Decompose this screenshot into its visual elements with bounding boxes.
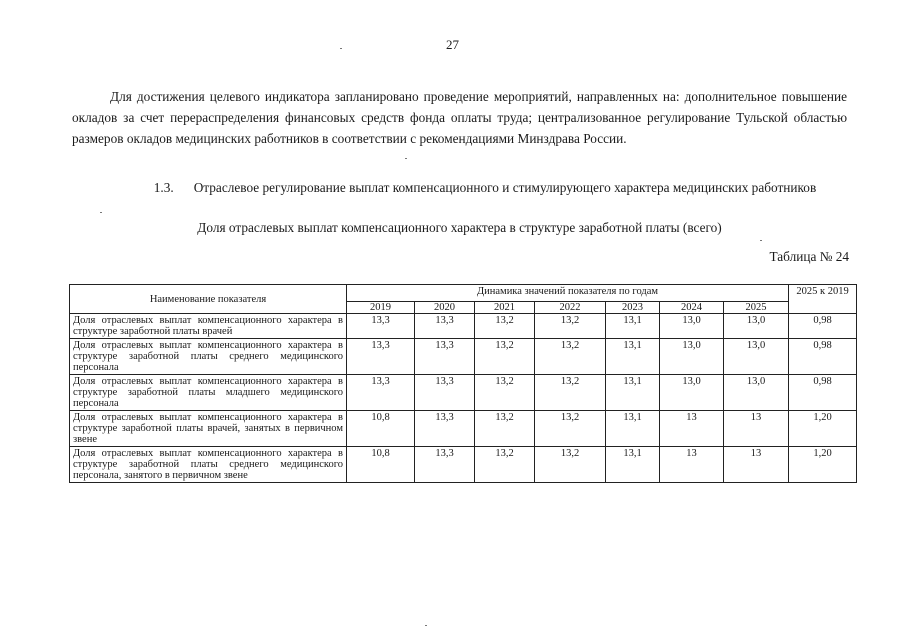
- value-cell: 13,0: [660, 339, 724, 375]
- value-cell: 13,1: [606, 447, 660, 483]
- value-cell: 13,1: [606, 411, 660, 447]
- header-ratio: 2025 к 2019: [789, 285, 857, 314]
- value-cell: 13,3: [415, 411, 475, 447]
- value-cell: 13,1: [606, 375, 660, 411]
- table-header-row: [70, 285, 857, 302]
- value-cell: 13: [660, 411, 724, 447]
- value-cell: 13: [724, 447, 789, 483]
- value-cell: 13,3: [415, 339, 475, 375]
- value-cell: 13,2: [475, 375, 535, 411]
- table-row: [70, 375, 857, 411]
- year-header: 2025: [724, 302, 789, 314]
- value-cell: 13,2: [535, 339, 606, 375]
- header-dynamics: Динамика значений показателя по годам: [347, 285, 789, 302]
- value-cell: 13,0: [660, 314, 724, 339]
- ratio-cell: 1,20: [789, 411, 857, 447]
- year-header: 2021: [475, 302, 535, 314]
- year-header: 2020: [415, 302, 475, 314]
- value-cell: 13,3: [415, 314, 475, 339]
- table-row: [70, 314, 857, 339]
- value-cell: 13,2: [475, 411, 535, 447]
- value-cell: 13,2: [475, 447, 535, 483]
- table-row: [70, 411, 857, 447]
- year-header: 2023: [606, 302, 660, 314]
- value-cell: 13,3: [347, 314, 415, 339]
- value-cell: 13: [724, 411, 789, 447]
- scan-speck: [425, 625, 427, 626]
- table-row: [70, 447, 857, 483]
- value-cell: 13,3: [347, 339, 415, 375]
- section-heading: [140, 178, 830, 198]
- value-cell: 13,1: [606, 339, 660, 375]
- value-cell: 10,8: [347, 447, 415, 483]
- ratio-cell: 0,98: [789, 375, 857, 411]
- value-cell: 13,2: [535, 447, 606, 483]
- year-header: 2019: [347, 302, 415, 314]
- table-subtitle: Доля отраслевых выплат компенсационного характера в структуре заработной платы (всего): [197, 220, 722, 235]
- indicator-name: Доля отраслевых выплат компенсационного характера в структуре заработной платы младшего медицинского персонала: [70, 375, 347, 411]
- intro-text: [72, 86, 847, 149]
- page-number: 27: [446, 37, 459, 52]
- ratio-cell: 1,20: [789, 447, 857, 483]
- value-cell: 13,2: [535, 411, 606, 447]
- scan-speck: [100, 212, 102, 213]
- table-caption: Таблица № 24: [769, 249, 849, 264]
- table-row: [70, 339, 857, 375]
- value-cell: 13,0: [724, 339, 789, 375]
- value-cell: 13,2: [475, 314, 535, 339]
- section-number: 1.3.: [153, 180, 174, 195]
- indicator-name: Доля отраслевых выплат компенсационного характера в структуре заработной платы врачей: [70, 314, 347, 339]
- value-cell: 13: [660, 447, 724, 483]
- scan-speck: [340, 48, 342, 49]
- intro-paragraph: Для достижения целевого индикатора запланировано проведение мероприятий, направленных на: дополнительное повышение окладов за счет перераспределения финансовых средств фонда оплаты труда; централизованное регулирование Тульской областью размеров окладов медицинских работников в соответствии с рекомендациями Минздрава России.: [72, 89, 847, 146]
- value-cell: 13,2: [475, 339, 535, 375]
- value-cell: 13,3: [415, 375, 475, 411]
- value-cell: 13,3: [415, 447, 475, 483]
- indicator-table: [69, 284, 857, 483]
- value-cell: 10,8: [347, 411, 415, 447]
- value-cell: 13,0: [724, 375, 789, 411]
- header-name: Наименование показателя: [70, 285, 347, 314]
- ratio-cell: 0,98: [789, 339, 857, 375]
- scan-speck: [760, 240, 762, 241]
- indicator-name: Доля отраслевых выплат компенсационного характера в структуре заработной платы среднего медицинского персонала, занятого в первичном звене: [70, 447, 347, 483]
- indicator-name: Доля отраслевых выплат компенсационного характера в структуре заработной платы среднего медицинского персонала: [70, 339, 347, 375]
- year-header: 2024: [660, 302, 724, 314]
- value-cell: 13,2: [535, 314, 606, 339]
- indicator-name: Доля отраслевых выплат компенсационного характера в структуре заработной платы врачей, занятых в первичном звене: [70, 411, 347, 447]
- ratio-cell: 0,98: [789, 314, 857, 339]
- value-cell: 13,0: [660, 375, 724, 411]
- section-title: Отраслевое регулирование выплат компенсационного и стимулирующего характера медицинских работников: [193, 180, 817, 195]
- value-cell: 13,0: [724, 314, 789, 339]
- value-cell: 13,3: [347, 375, 415, 411]
- value-cell: 13,1: [606, 314, 660, 339]
- scan-speck: [405, 158, 407, 159]
- value-cell: 13,2: [535, 375, 606, 411]
- year-header: 2022: [535, 302, 606, 314]
